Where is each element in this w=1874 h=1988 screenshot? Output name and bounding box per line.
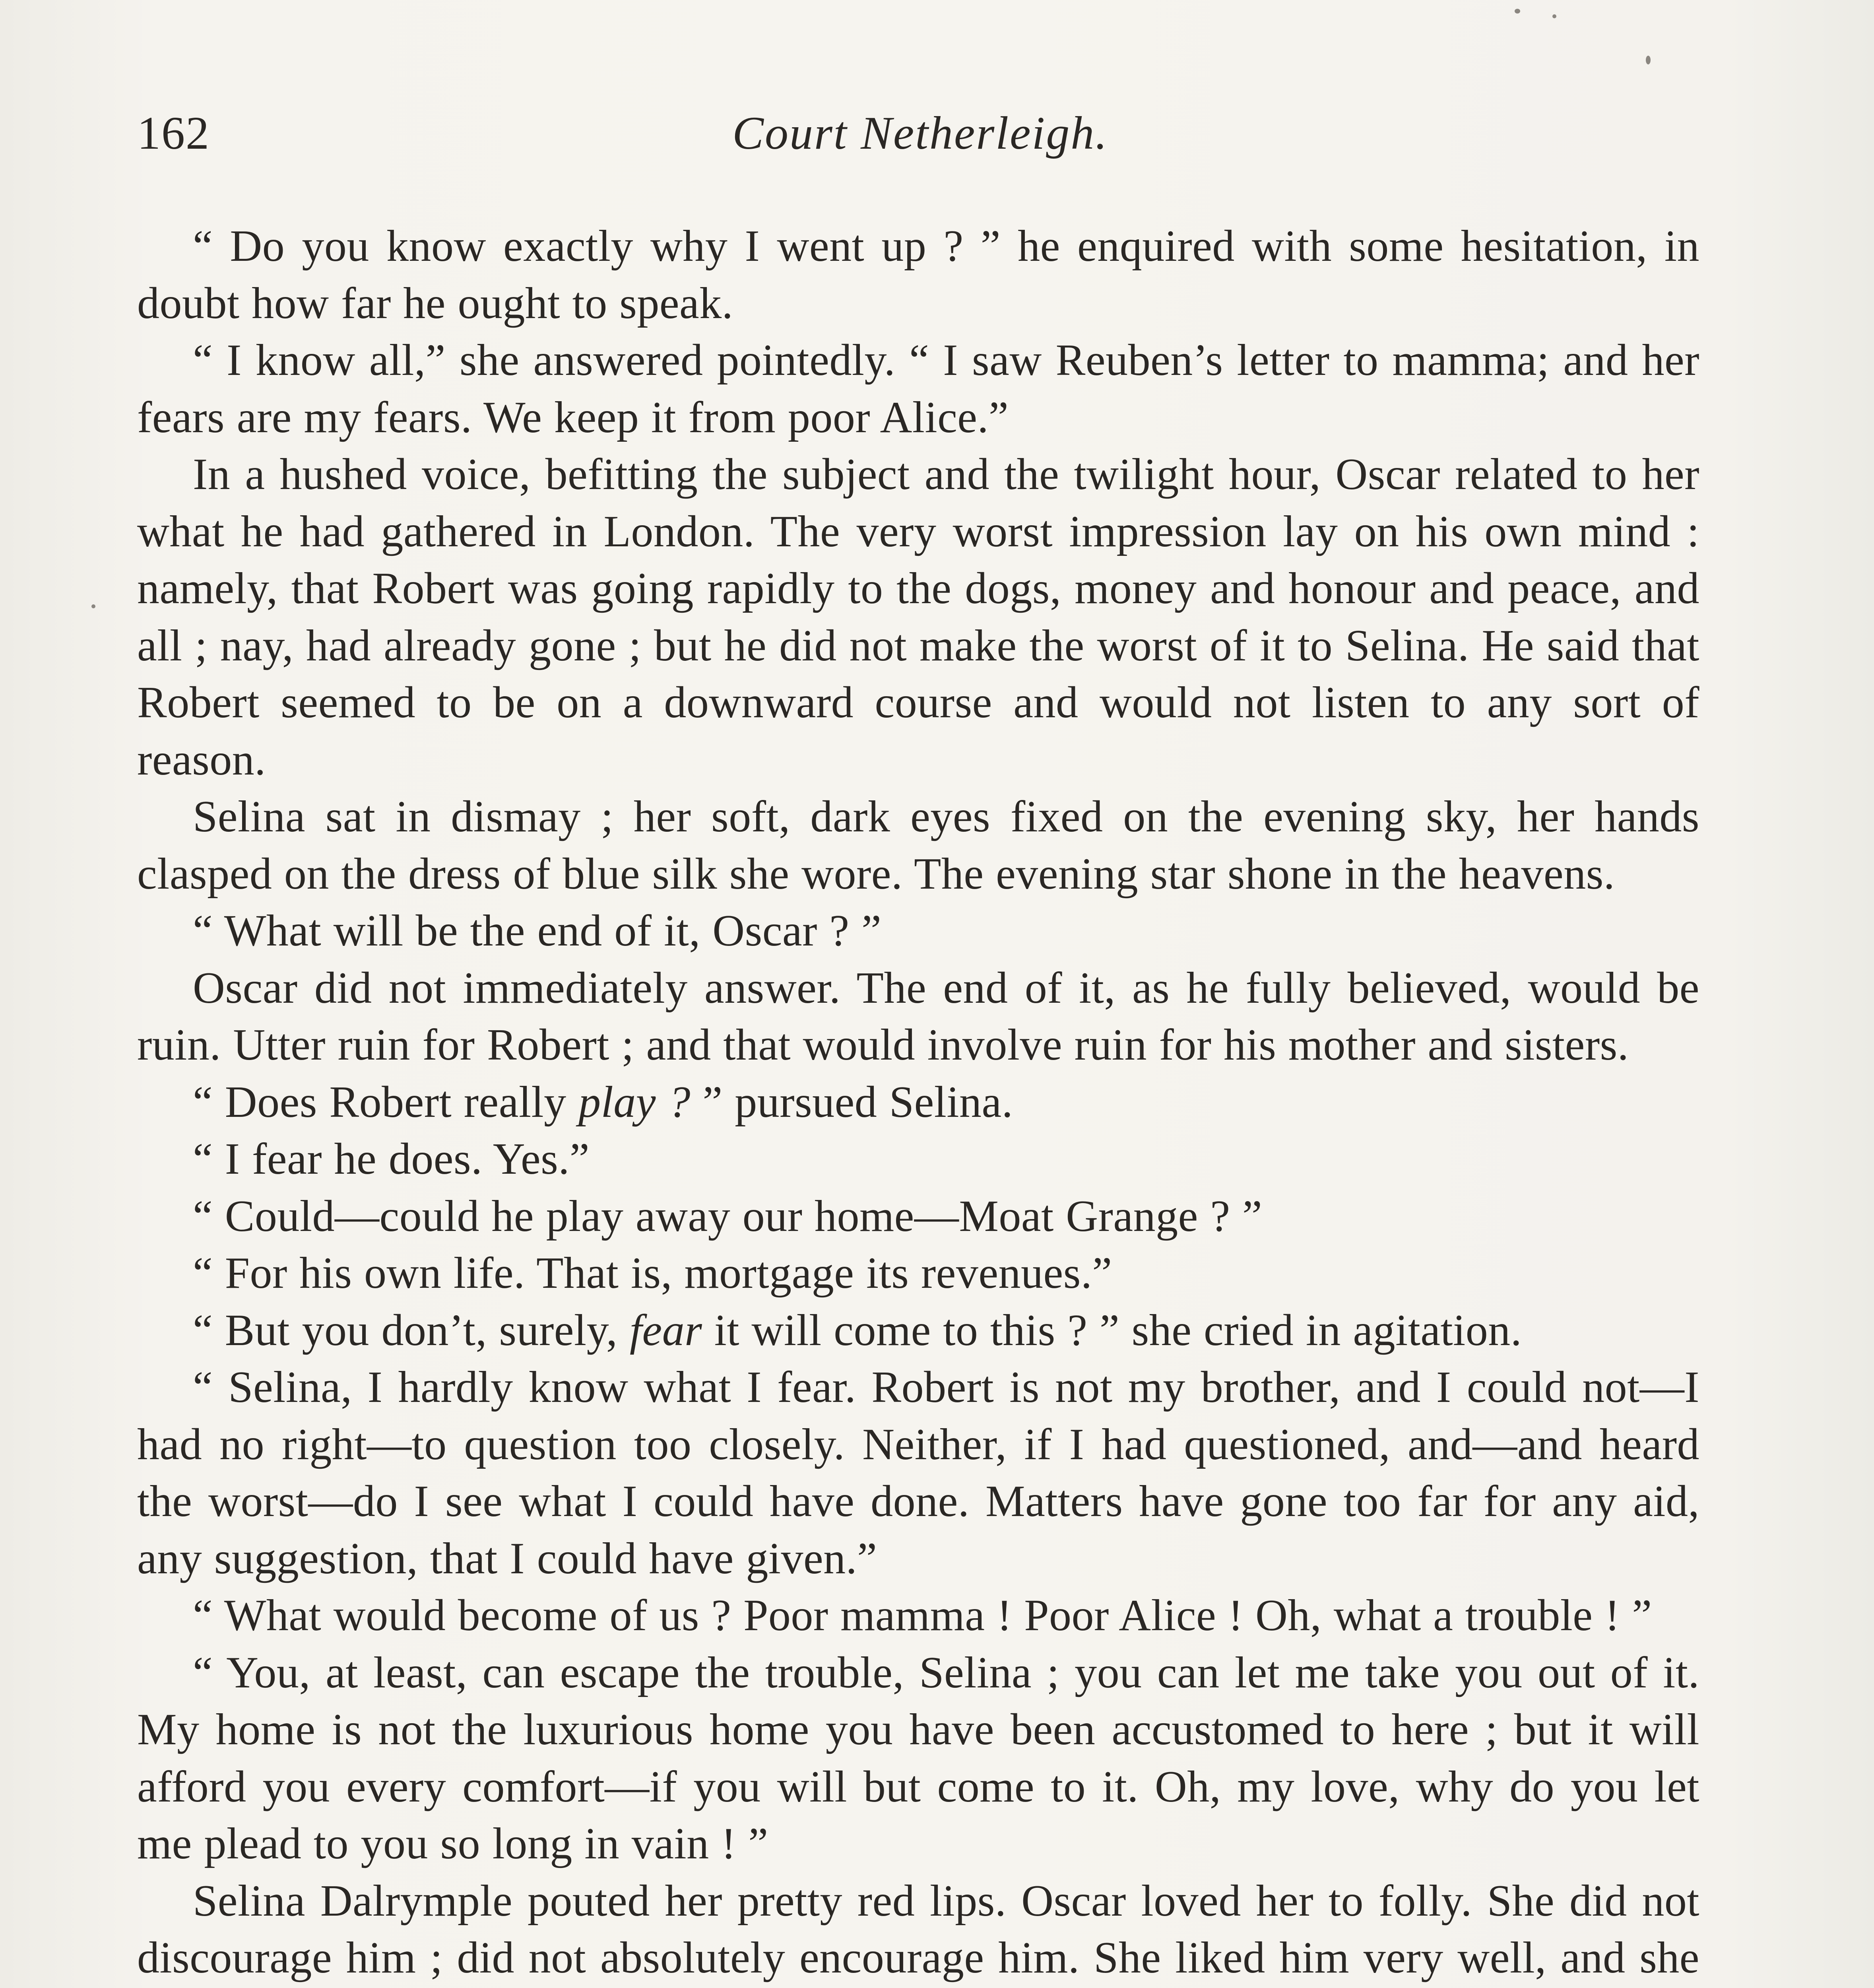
emphasis-text: fear [629,1305,702,1355]
page-number: 162 [137,107,210,159]
paragraph: Selina Dalrymple pouted her pretty red lips. Oscar loved her to folly. She did not discourage him ; did not absolutely encourage him. She liked him very well, and she [137,1876,1699,1982]
body-text [137,218,1699,1988]
paragraph: “ For his own life. That is, mortgage its revenues.” [193,1248,1112,1298]
paragraph: In a hushed voice, befitting the subject and the twilight hour, Oscar related to her what he had gathered in London. The very worst impression lay on his own mind : namely, that Robert was going rapidly to the dogs, money and honour and peace, and all ; nay, had already gone ; but he did not make the worst of it to Selina. He said that Robert seemed to be on a downward course and would not listen to any sort of reason. [137,450,1699,784]
paragraph: “ What would become of us ? Poor mamma ! Poor Alice ! Oh, what a trouble ! ” [193,1591,1652,1640]
paragraph [137,1074,1699,1131]
paragraph: “ Selina, I hardly know what I fear. Robert is not my brother, and I could not—I had no right—to question too closely. Neither, if I had questioned, and—and heard the worst—do I see what I could have done. Matters have gone too far for any aid, any suggestion, that I could have given.” [137,1363,1699,1583]
paragraph-text: ” pursued Selina. [691,1077,1013,1127]
paragraph: “ What will be the end of it, Oscar ? ” [193,906,882,955]
paragraph: “ I know all,” she answered pointedly. “ I saw Reuben’s letter to mamma; and her fears are my fears. We keep it from poor Alice.” [137,336,1699,442]
paragraph-text: it will come to this ? ” she cried in agitation. [702,1305,1522,1355]
paragraph: “ You, at least, can escape the trouble, Selina ; you can let me take you out of it. My home is not the luxurious home you have been accustomed to here ; but it will afford you every comfort—if you will but come to it. Oh, my love, why do you let me plead to you so long in vain ! ” [137,1648,1699,1868]
paragraph-text: “ But you don’t, surely, [193,1305,630,1355]
paragraph: Oscar did not immediately answer. The end of it, as he fully believed, would be ruin. Utter ruin for Robert ; and that would involve ruin for his mother and sisters. [137,963,1699,1070]
paper-speck [1515,9,1520,14]
paper-speck [1646,56,1651,64]
paragraph: “ Could—could he play away our home—Moat Grange ? ” [193,1191,1263,1241]
paper-speck [91,604,95,608]
paragraph: “ Do you know exactly why I went up ? ” he enquired with some hesitation, in doubt how far he ought to speak. [137,221,1699,328]
paragraph: Selina sat in dismay ; her soft, dark eyes fixed on the evening sky, her hands clasped on the dress of blue silk she wore. The evening star shone in the heavens. [137,792,1699,899]
running-title: Court Netherleigh. [732,107,1108,159]
paragraph: “ I fear he does. Yes.” [193,1134,590,1184]
paper-speck [1552,14,1556,18]
paragraph [137,1302,1699,1359]
page-header [137,99,1703,167]
paragraph-text: “ Does Robert really [193,1077,579,1127]
emphasis-text: play ? [578,1077,691,1127]
